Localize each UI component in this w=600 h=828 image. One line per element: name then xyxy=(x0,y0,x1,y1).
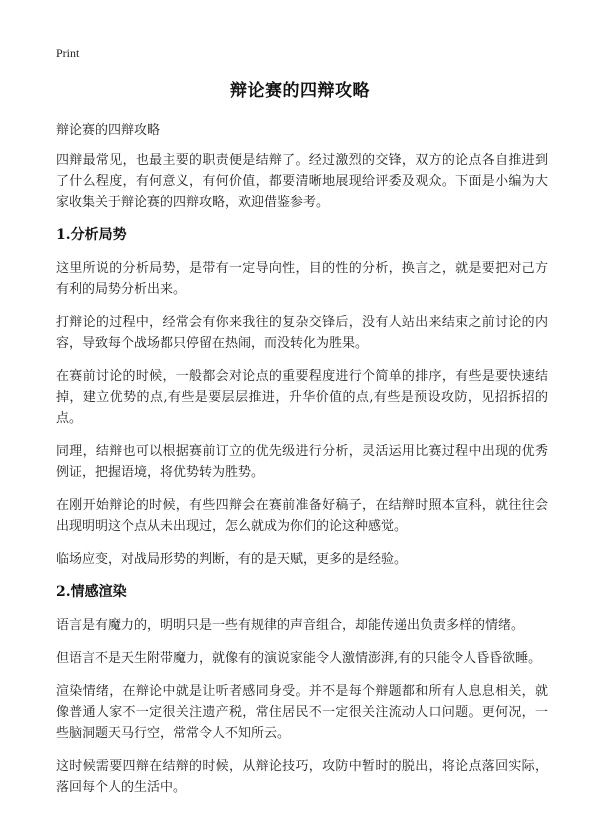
section1-paragraph: 这里所说的分析局势，是带有一定导向性，目的性的分析，换言之，就是要把对己方有利的局势分析出来。 xyxy=(56,261,548,297)
document-body xyxy=(56,150,548,810)
section-heading-emotion: 2.情感渲染 xyxy=(56,584,127,600)
section1-paragraph: 同理，结辩也可以根据赛前订立的优先级进行分析，灵活运用比赛过程中出现的优秀例证，把握语境，将优势转为胜势。 xyxy=(56,444,548,480)
intro-paragraph: 四辩最常见，也最主要的职责便是结辩了。经过激烈的交锋，双方的论点各自推进到了什么程度，有何意义，有何价值，都要清晰地展现给评委及观众。下面是小编为大家收集关于辩论赛的四辩攻略，欢迎借鉴参考。 xyxy=(56,153,548,210)
document-title: 辩论赛的四辩攻略 xyxy=(230,81,370,101)
section1-paragraph: 打辩论的过程中，经常会有你来我往的复杂交锋后，没有人站出来结束之前讨论的内容，导致每个战场都只停留在热闹，而没转化为胜果。 xyxy=(56,315,548,351)
section1-paragraph: 临场应变，对战局形势的判断，有的是天赋，更多的是经验。 xyxy=(56,552,408,567)
section2-paragraph: 语言是有魔力的，明明只是一些有规律的声音组合，却能传递出负责多样的情绪。 xyxy=(56,618,525,633)
print-label: Print xyxy=(56,46,80,60)
section2-paragraph: 渲染情绪，在辩论中就是让听者感同身受。并不是每个辩题都和所有人息息相关，就像普通人家不一定很关注遗产税，常住居民不一定很关注流动人口问题。更何况，一些脑洞题天马行空，常常令人不知所云。 xyxy=(56,684,548,741)
section2-paragraph: 这时候需要四辩在结辩的时候，从辩论技巧，攻防中暂时的脱出，将论点落回实际，落回每个人的生活中。 xyxy=(56,759,548,795)
section1-paragraph: 在赛前讨论的时候，一般都会对论点的重要程度进行个简单的排序，有些是要快速结掉，建立优势的点,有些是要层层推进，升华价值的点,有些是预设攻防，见招拆招的点。 xyxy=(56,369,548,426)
section2-paragraph: 但语言不是天生附带魔力，就像有的演说家能令人激情澎湃,有的只能令人昏昏欲睡。 xyxy=(56,651,542,666)
section-heading-analysis: 1.分析局势 xyxy=(56,227,127,243)
document-subtitle: 辩论赛的四辩攻略 xyxy=(56,123,161,138)
section1-paragraph: 在刚开始辩论的时候，有些四辩会在赛前准备好稿子，在结辩时照本宣科，就往往会出现明明这个点从未出现过，怎么就成为你们的论这种感觉。 xyxy=(56,498,548,534)
